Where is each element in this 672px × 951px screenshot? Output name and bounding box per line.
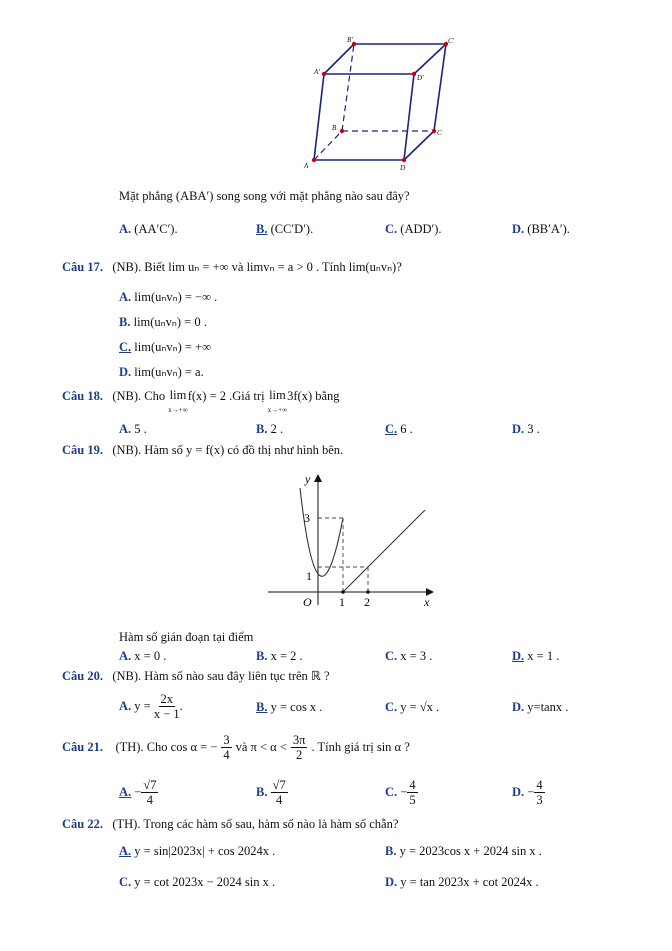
q20-option-c: C. y = √x .: [385, 700, 440, 714]
q19-graph: [262, 470, 442, 615]
q16-option-b: B. (CC′D′).: [256, 222, 314, 236]
label-C: C: [437, 129, 442, 137]
q21-option-a: A. − $\frac{√7}{4}$: [119, 778, 157, 808]
q17-option-c: C. lim(uₙvₙ) = +∞: [119, 340, 211, 354]
q19-after: Hàm số gián đoạn tại điểm: [119, 630, 254, 644]
graph-xtick-1: 1: [339, 595, 345, 609]
label-D1: D': [417, 74, 424, 82]
graph-xtick-2: 2: [364, 595, 370, 609]
graph-origin: O: [303, 595, 312, 609]
q22-option-d: D. y = tan 2023x + cot 2024x .: [385, 875, 539, 889]
q16-option-d: D. (BB′A′).: [512, 222, 570, 236]
q20-stem: Câu 20. (NB). Hàm số nào sau đây liên tục trên ℝ ?: [62, 669, 330, 683]
q22-option-c: C. y = cot 2023x − 2024 sin x .: [119, 875, 276, 889]
q19-option-b: B. x = 2 .: [256, 649, 303, 663]
label-D: D: [400, 164, 406, 172]
q20-option-d: D. y=tanx .: [512, 700, 569, 714]
q19-stem: Câu 19. (NB). Hàm số y = f(x) có đồ thị như hình bên.: [62, 443, 344, 457]
q17-stem: Câu 17. (NB). Biết lim uₙ = +∞ và limvₙ = a > 0 . Tính lim(uₙvₙ)?: [62, 260, 402, 274]
graph-y-label: y: [305, 472, 311, 486]
label-B1: B': [347, 36, 353, 44]
q22-option-a: A. y = sin|2023x| + cos 2024x .: [119, 844, 276, 858]
graph-ytick-1: 1: [306, 569, 312, 583]
q21-option-b: B. √7 4: [256, 778, 286, 808]
q16-option-c: C. (ADD′).: [385, 222, 442, 236]
q20-option-a: A. y = $\frac{2x}{x - 1}$ .: [119, 692, 183, 722]
q19-option-c: C. x = 3 .: [385, 649, 433, 663]
graph-x-label: x: [424, 595, 430, 609]
q22-stem: Câu 22. (TH). Trong các hàm số sau, hàm số nào là hàm số chẵn?: [62, 817, 399, 831]
q18-stem: Câu 18. (NB). Cho lim x→+∞f(x) = 2 .Giá trị lim x→+∞3f(x) bằng: [62, 388, 340, 414]
q19-option-a: A. x = 0 .: [119, 649, 167, 663]
q18-option-c: C. 6 .: [385, 422, 413, 436]
label-A1: A': [314, 68, 320, 76]
q16-stem: Mặt phẳng (ABA′) song song với mặt phẳng nào sau đây?: [119, 189, 410, 203]
label-A: A: [304, 162, 309, 170]
label-B: B: [332, 124, 337, 132]
q17-option-b: B. lim(uₙvₙ) = 0 .: [119, 315, 207, 329]
prism-figure: [300, 30, 460, 180]
q20-option-b: B. y = cos x .: [256, 700, 323, 714]
q17-option-d: D. lim(uₙvₙ) = a.: [119, 365, 204, 379]
q18-option-b: B. 2 .: [256, 422, 284, 436]
q22-option-b: B. y = 2023cos x + 2024 sin x .: [385, 844, 542, 858]
q21-option-d: D. − $\frac{4}{3}$: [512, 778, 543, 808]
q21-stem: Câu 21. (TH). Cho cos α = − $\frac{3}{4}$ và π < α < 3π 2 . Tính giá trị sin α ?: [62, 733, 410, 763]
graph-ytick-3: 3: [304, 511, 310, 525]
q18-option-d: D. 3 .: [512, 422, 540, 436]
q17-option-a: A. lim(uₙvₙ) = −∞ .: [119, 290, 218, 304]
q21-option-c: C. − $\frac{4}{5}$: [385, 778, 416, 808]
label-C1: C': [448, 37, 455, 45]
q18-option-a: A. 5 .: [119, 422, 147, 436]
q19-option-d: D. x = 1 .: [512, 649, 560, 663]
q16-option-a: A. (AA′C′).: [119, 222, 178, 236]
